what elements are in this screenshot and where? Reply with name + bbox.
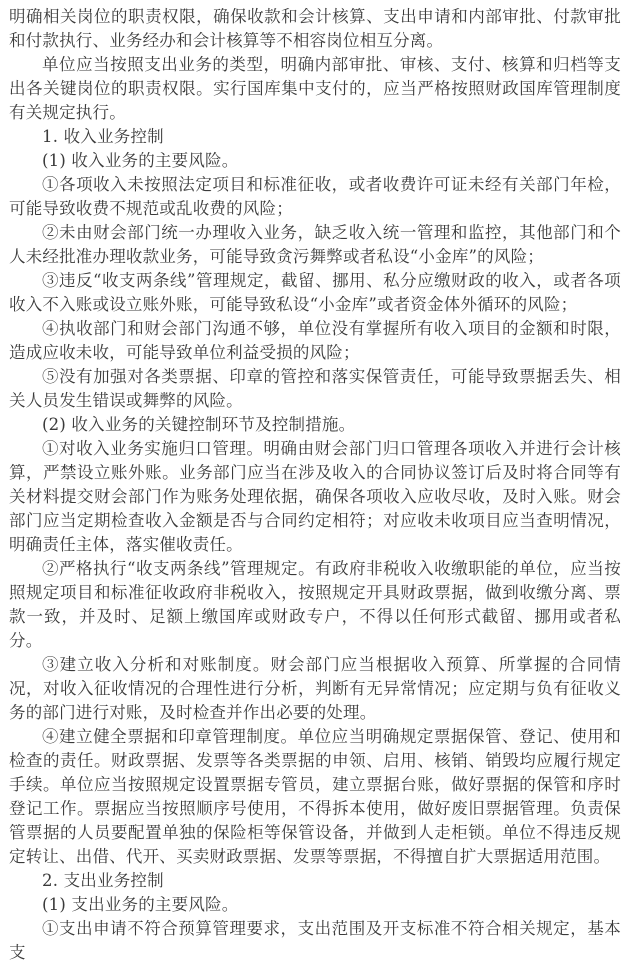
paragraph: ④建立健全票据和印章管理制度。单位应当明确规定票据保管、登记、使用和检查的责任。财政票据、发票等各类票据的申领、启用、核销、销毁均应履行规定手续。单位应当按照规定设置票据专管员，建立票据台账，做好票据的保管和序时登记工作。票据应当按照顺序号使用，不得拆本使用，做好废旧票据管理。负责保管票据的人员要配置单独的保险柜等保管设备，并做到人走柜锁。单位不得违反规定转让、出借、代开、买卖财政票据、发票等票据，不得擅自扩大票据适用范围。: [9, 727, 621, 866]
paragraph: ①支出申请不符合预算管理要求，支出范围及开支标准不符合相关规定，基本支: [9, 919, 621, 962]
paragraph: (1) 支出业务的主要风险。: [42, 895, 239, 914]
paragraph: ②未由财会部门统一办理收入业务，缺乏收入统一管理和监控，其他部门和个人未经批准办理收款业务，可能导致贪污舞弊或者私设“小金库”的风险；: [9, 223, 621, 266]
paragraph: 2. 支出业务控制: [42, 871, 164, 890]
paragraph: (2) 收入业务的关键控制环节及控制措施。: [42, 415, 356, 434]
paragraph: ③违反“收支两条线”管理规定，截留、挪用、私分应缴财政的收入，或者各项收入不入账或设立账外账，可能导致私设“小金库”或者资金体外循环的风险；: [9, 271, 621, 314]
paragraph: 单位应当按照支出业务的类型，明确内部审批、审核、支付、核算和归档等支出各关键岗位的职责权限。实行国库集中支付的，应当严格按照财政国库管理制度有关规定执行。: [9, 55, 621, 122]
paragraph: 明确相关岗位的职责权限，确保收款和会计核算、支出申请和内部审批、付款审批和付款执行、业务经办和会计核算等不相容岗位相互分离。: [9, 7, 621, 50]
paragraph: ①各项收入未按照法定项目和标准征收，或者收费许可证未经有关部门年检，可能导致收费不规范或乱收费的风险；: [9, 175, 621, 218]
paragraph: ①对收入业务实施归口管理。明确由财会部门归口管理各项收入并进行会计核算，严禁设立账外账。业务部门应当在涉及收入的合同协议签订后及时将合同等有关材料提交财会部门作为账务处理依据，确保各项收入应收尽收，及时入账。财会部门应当定期检查收入金额是否与合同约定相符；对应收未收项目应当查明情况，明确责任主体，落实催收责任。: [9, 439, 621, 554]
paragraph: ④执收部门和财会部门沟通不够，单位没有掌握所有收入项目的金额和时限，造成应收未收，可能导致单位利益受损的风险；: [9, 319, 621, 362]
paragraph: 1. 收入业务控制: [42, 127, 164, 146]
paragraph: (1) 收入业务的主要风险。: [42, 151, 239, 170]
paragraph: ③建立收入分析和对账制度。财会部门应当根据收入预算、所掌握的合同情况，对收入征收情况的合理性进行分析，判断有无异常情况；应定期与负有征收义务的部门进行对账，及时检查并作出必要的处理。: [9, 655, 621, 722]
document-body: [9, 5, 621, 965]
paragraph: ②严格执行“收支两条线”管理规定。有政府非税收入收缴职能的单位，应当按照规定项目和标准征收政府非税收入，按照规定开具财政票据，做到收缴分离、票款一致，并及时、足额上缴国库或财政专户，不得以任何形式截留、挪用或者私分。: [9, 559, 621, 650]
paragraph: ⑤没有加强对各类票据、印章的管控和落实保管责任，可能导致票据丢失、相关人员发生错误或舞弊的风险。: [9, 367, 621, 410]
